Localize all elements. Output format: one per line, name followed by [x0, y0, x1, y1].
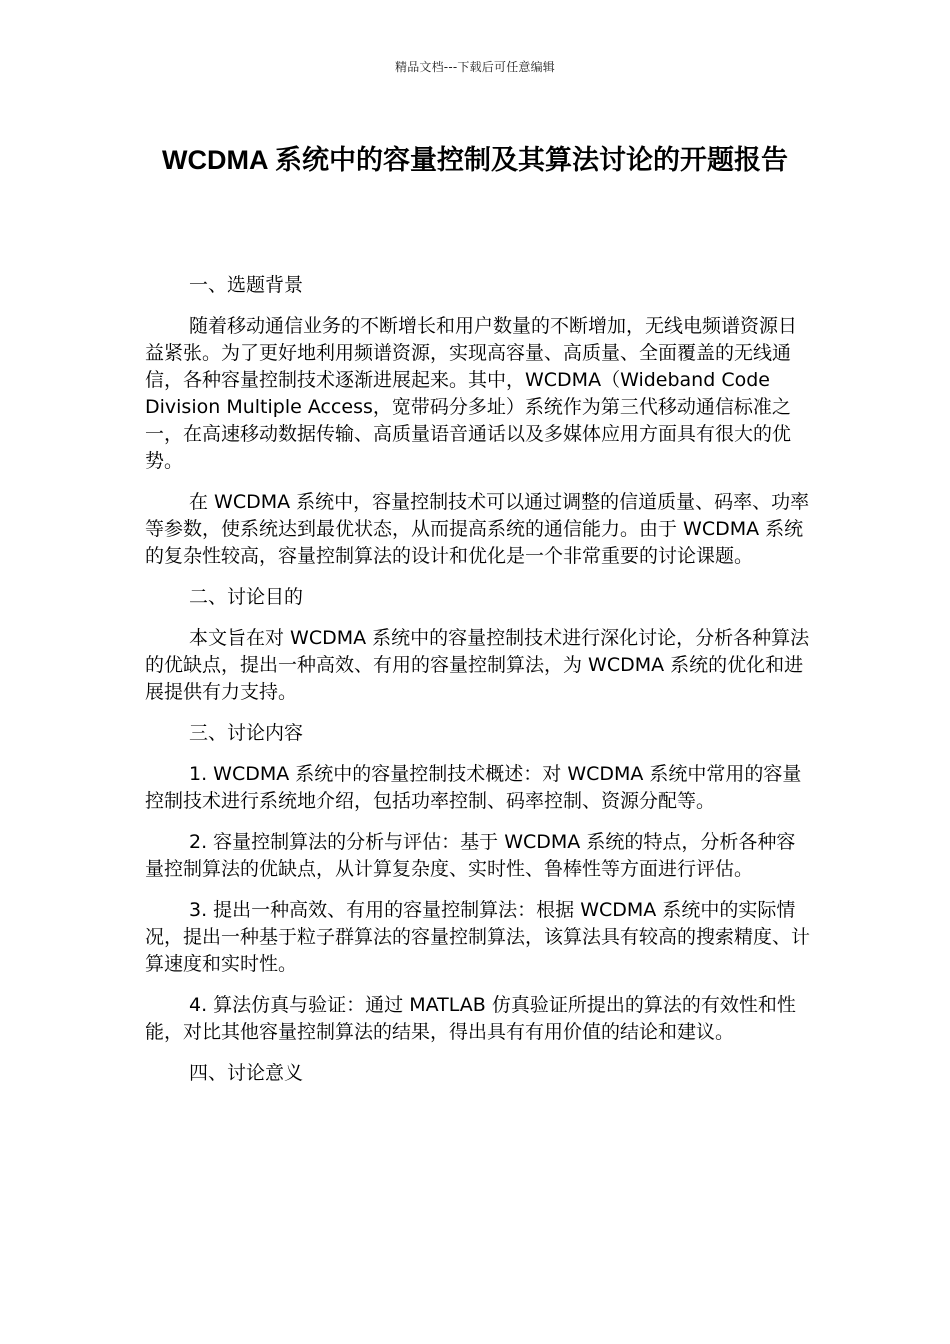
section-heading-significance: 四、讨论意义	[189, 1062, 304, 1084]
section-heading-background: 一、选题背景	[189, 274, 304, 296]
list-item: 3. 提出一种高效、有用的容量控制算法：根据 WCDMA 系统中的实际情况，提出一种基于粒子群算法的容量控制算法，该算法具有较高的搜索精度、计算速度和实时性。	[145, 899, 811, 975]
section-heading-content: 三、讨论内容	[189, 722, 304, 744]
document-body	[145, 272, 810, 1101]
list-item: 4. 算法仿真与验证：通过 MATLAB 仿真验证所提出的算法的有效性和性能，对比其他容量控制算法的结果，得出具有有用价值的结论和建议。	[145, 994, 796, 1043]
section-heading-purpose: 二、讨论目的	[189, 586, 304, 608]
paragraph: 在 WCDMA 系统中，容量控制技术可以通过调整的信道质量、码率、功率等参数，使系统达到最优状态，从而提高系统的通信能力。由于 WCDMA 系统的复杂性较高，容量控制算法的设计和优化是一个非常重要的讨论课题。	[145, 491, 810, 567]
list-item: 1. WCDMA 系统中的容量控制技术概述：对 WCDMA 系统中常用的容量控制技术进行系统地介绍，包括功率控制、码率控制、资源分配等。	[145, 763, 802, 812]
paragraph: 本文旨在对 WCDMA 系统中的容量控制技术进行深化讨论，分析各种算法的优缺点，提出一种高效、有用的容量控制算法，为 WCDMA 系统的优化和进展提供有力支持。	[145, 627, 810, 703]
list-item: 2. 容量控制算法的分析与评估：基于 WCDMA 系统的特点，分析各种容量控制算法的优缺点，从计算复杂度、实时性、鲁棒性等方面进行评估。	[145, 831, 796, 880]
paragraph: 随着移动通信业务的不断增长和用户数量的不断增加，无线电频谱资源日益紧张。为了更好地利用频谱资源，实现高容量、高质量、全面覆盖的无线通信，各种容量控制技术逐渐进展起来。其中，WCDMA（Wideband Code Division Multiple Access，宽带码分多址）系统作为第三代移动通信标准之一，在高速移动数据传输、高质量语音通话以及多媒体应用方面具有很大的优势。	[145, 315, 798, 472]
page-header-note: 精品文档---下载后可任意编辑	[395, 60, 555, 74]
document-title: WCDMA 系统中的容量控制及其算法讨论的开题报告	[162, 145, 788, 175]
